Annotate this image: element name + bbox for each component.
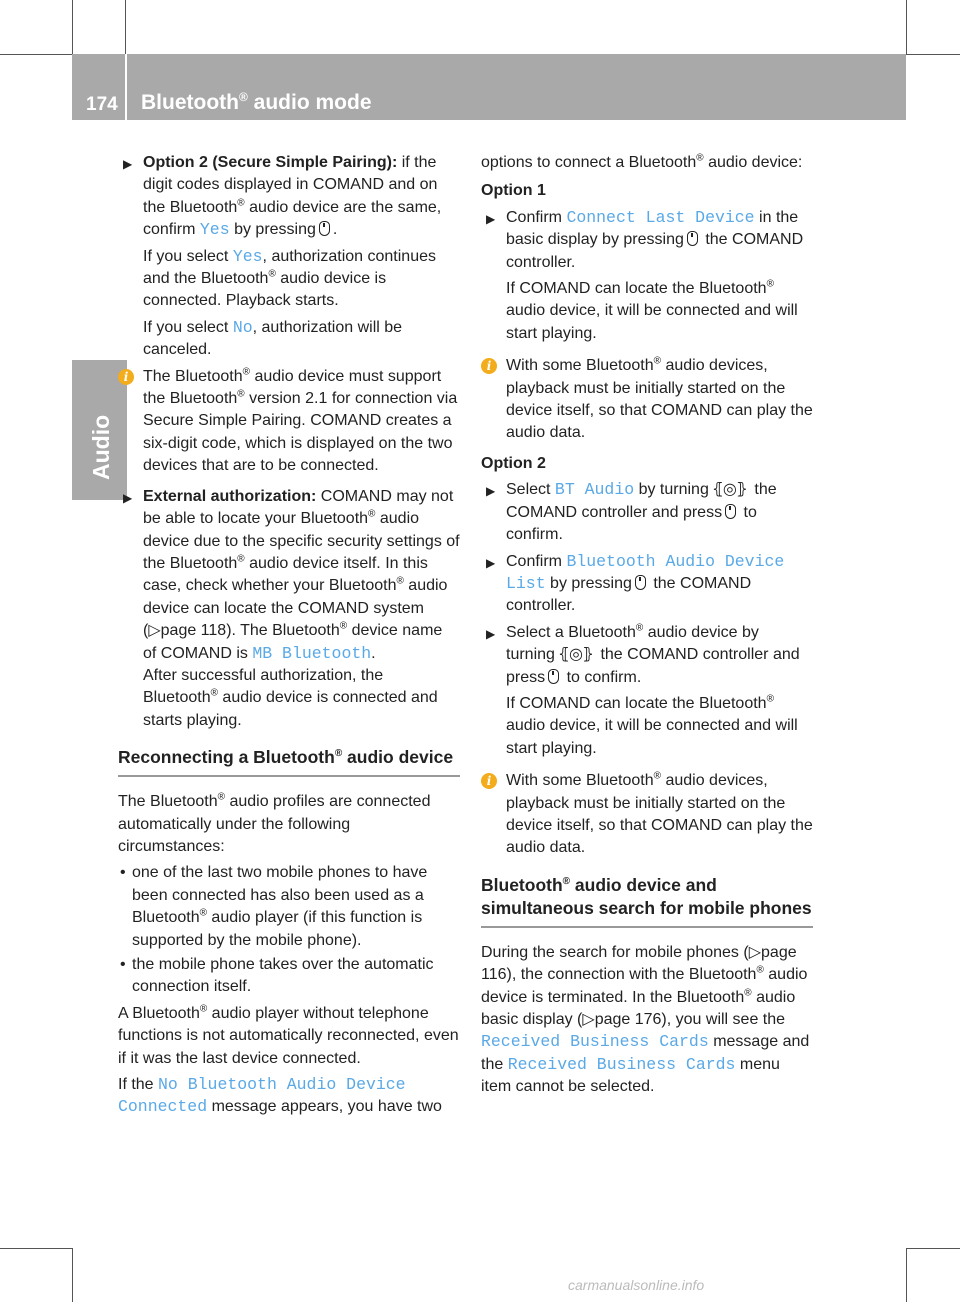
step-arrow-icon: ▶	[486, 484, 496, 499]
crop-mark	[72, 0, 73, 54]
crop-mark	[0, 1248, 72, 1249]
ui-term-bt-audio: BT Audio	[554, 480, 635, 500]
step-arrow-icon: ▶	[123, 157, 133, 171]
step-select-device: ▶ Select a Bluetooth® audio device by turning ⦃◎⦄ the COMAND controller and press to confirm.	[486, 622, 800, 686]
paragraph-no: If you select No, authorization will be canceled.	[143, 317, 403, 359]
press-controller-icon	[687, 231, 698, 246]
step-arrow-icon: ▶	[486, 626, 496, 641]
list-item: • one of the last two mobile phones to have been connected has also been used as a Bluetooth® audio player (if this function is supported by the mobile phone).	[120, 864, 428, 949]
paragraph-if-message: If the No Bluetooth Audio Device Connected message appears, you have two	[118, 1075, 442, 1117]
paragraph-after-auth: After successful authorization, the Bluetooth® audio device is connected and starts playing.	[143, 666, 438, 729]
section-heading-reconnecting: Reconnecting a Bluetooth® audio device	[118, 746, 460, 777]
info-note: i With some Bluetooth® audio devices, playback must be initially started on the device itself, so that COMAND can play the audio data.	[481, 770, 813, 860]
page-ref-arrow-icon: ▷	[582, 1011, 595, 1028]
ui-term-no: No	[232, 317, 253, 337]
page-title: Bluetooth® audio mode	[141, 90, 372, 114]
ui-term-mb-bluetooth: MB Bluetooth	[252, 643, 372, 663]
info-icon: i	[481, 773, 497, 789]
paragraph-player: A Bluetooth® audio player without telephone functions is not automatically reconnected, even if it was the last device connected.	[118, 1003, 459, 1067]
step-option-2: ▶ Option 2 (Secure Simple Pairing): if the digit codes displayed in COMAND and on the Bluetooth® audio device are the same, confirm Yes by pressing .	[123, 154, 442, 240]
crop-mark	[906, 1248, 960, 1249]
section-heading-simultaneous-search: Bluetooth® audio device and simultaneous search for mobile phones	[481, 874, 813, 928]
ui-term-received-business-cards: Received Business Cards	[481, 1032, 709, 1052]
ui-term-bluetooth-audio-device-list: Bluetooth Audio Device List	[506, 551, 785, 593]
page-ref-arrow-icon: ▷	[148, 622, 161, 640]
right-column	[481, 152, 813, 1103]
press-controller-icon	[635, 575, 646, 590]
info-icon: i	[118, 369, 134, 385]
paragraph-continued: options to connect a Bluetooth® audio device:	[481, 152, 803, 171]
info-icon: i	[481, 358, 497, 374]
crop-mark	[906, 1248, 907, 1302]
ui-term-yes: Yes	[199, 220, 230, 240]
page-number: 174	[86, 94, 118, 115]
step-arrow-icon: ▶	[123, 490, 133, 505]
ui-term-no-device-connected: No Bluetooth Audio Device Connected	[118, 1075, 406, 1117]
page-reference[interactable]: page 176	[594, 1011, 662, 1028]
page-reference[interactable]: page 116	[481, 943, 797, 984]
watermark: carmanualsonline.info	[568, 1277, 705, 1293]
crop-mark	[0, 54, 72, 55]
left-column	[118, 152, 460, 1123]
turn-controller-icon: ⦃◎⦄	[711, 481, 747, 499]
page-reference[interactable]: page 118	[160, 622, 227, 640]
info-note: i With some Bluetooth® audio devices, playback must be initially started on the device itself, so that COMAND can play the audio data.	[481, 355, 813, 445]
ui-term-connect-last-device: Connect Last Device	[566, 207, 755, 227]
step-arrow-icon: ▶	[486, 211, 496, 226]
paragraph-locate: If COMAND can locate the Bluetooth® audio device, it will be connected and will start playing.	[506, 278, 798, 342]
step-select-bt-audio: ▶ Select BT Audio by turning ⦃◎⦄ the COMAND controller and press to confirm.	[486, 480, 777, 544]
page-ref-arrow-icon: ▷	[748, 943, 762, 961]
step-arrow-icon: ▶	[486, 555, 496, 570]
paragraph-yes: If you select Yes, authorization continues and the Bluetooth® audio device is connected. Playback starts.	[143, 246, 436, 310]
ui-term-yes: Yes	[232, 246, 263, 266]
list-item: • the mobile phone takes over the automatic connection itself.	[120, 956, 434, 996]
side-tab-label: Audio	[88, 414, 114, 480]
info-note: i The Bluetooth® audio device must support the Bluetooth® version 2.1 for connection via Secure Simple Pairing. COMAND creates a six-digit code, which is displayed on the two devices that are to be connected.	[118, 366, 460, 478]
paragraph-search: During the search for mobile phones (▷page 116), the connection with the Bluetooth® audio device is terminated. In the Bluetooth® audio basic display (▷page 176), you will see the Received Business Cards message and the Received Business Cards menu item cannot be selected.	[481, 943, 810, 1096]
ui-term-received-business-cards: Received Business Cards	[507, 1054, 736, 1074]
crop-mark	[906, 54, 960, 55]
crop-mark	[906, 0, 907, 54]
option-1-heading: Option 1	[481, 182, 546, 200]
header-separator	[125, 54, 127, 120]
paragraph-locate: If COMAND can locate the Bluetooth® audio device, it will be connected and will start playing.	[506, 693, 798, 757]
crop-mark	[72, 1248, 73, 1302]
step-external-authorization: ▶ External authorization: COMAND may not be able to locate your Bluetooth® audio device due to the specific security settings of the Bluetooth® audio device itself. In this case, check whether your Bluetooth® audio device can locate the COMAND system (▷page 118). The Bluetooth® device name of COMAND is MB Bluetooth.	[123, 487, 460, 663]
paragraph-reconnect: The Bluetooth® audio profiles are connected automatically under the following circumstances:	[118, 791, 431, 855]
crop-mark	[125, 0, 126, 54]
press-controller-icon	[319, 221, 330, 236]
press-controller-icon	[725, 504, 736, 519]
press-controller-icon	[548, 669, 559, 684]
step-confirm-last-device: ▶ Confirm Connect Last Device in the basic display by pressing the COMAND controller.	[486, 207, 804, 271]
option-2-heading: Option 2	[481, 454, 546, 472]
turn-controller-icon: ⦃◎⦄	[557, 646, 593, 664]
step-confirm-device-list: ▶ Confirm Bluetooth Audio Device List by pressing the COMAND controller.	[486, 551, 785, 615]
